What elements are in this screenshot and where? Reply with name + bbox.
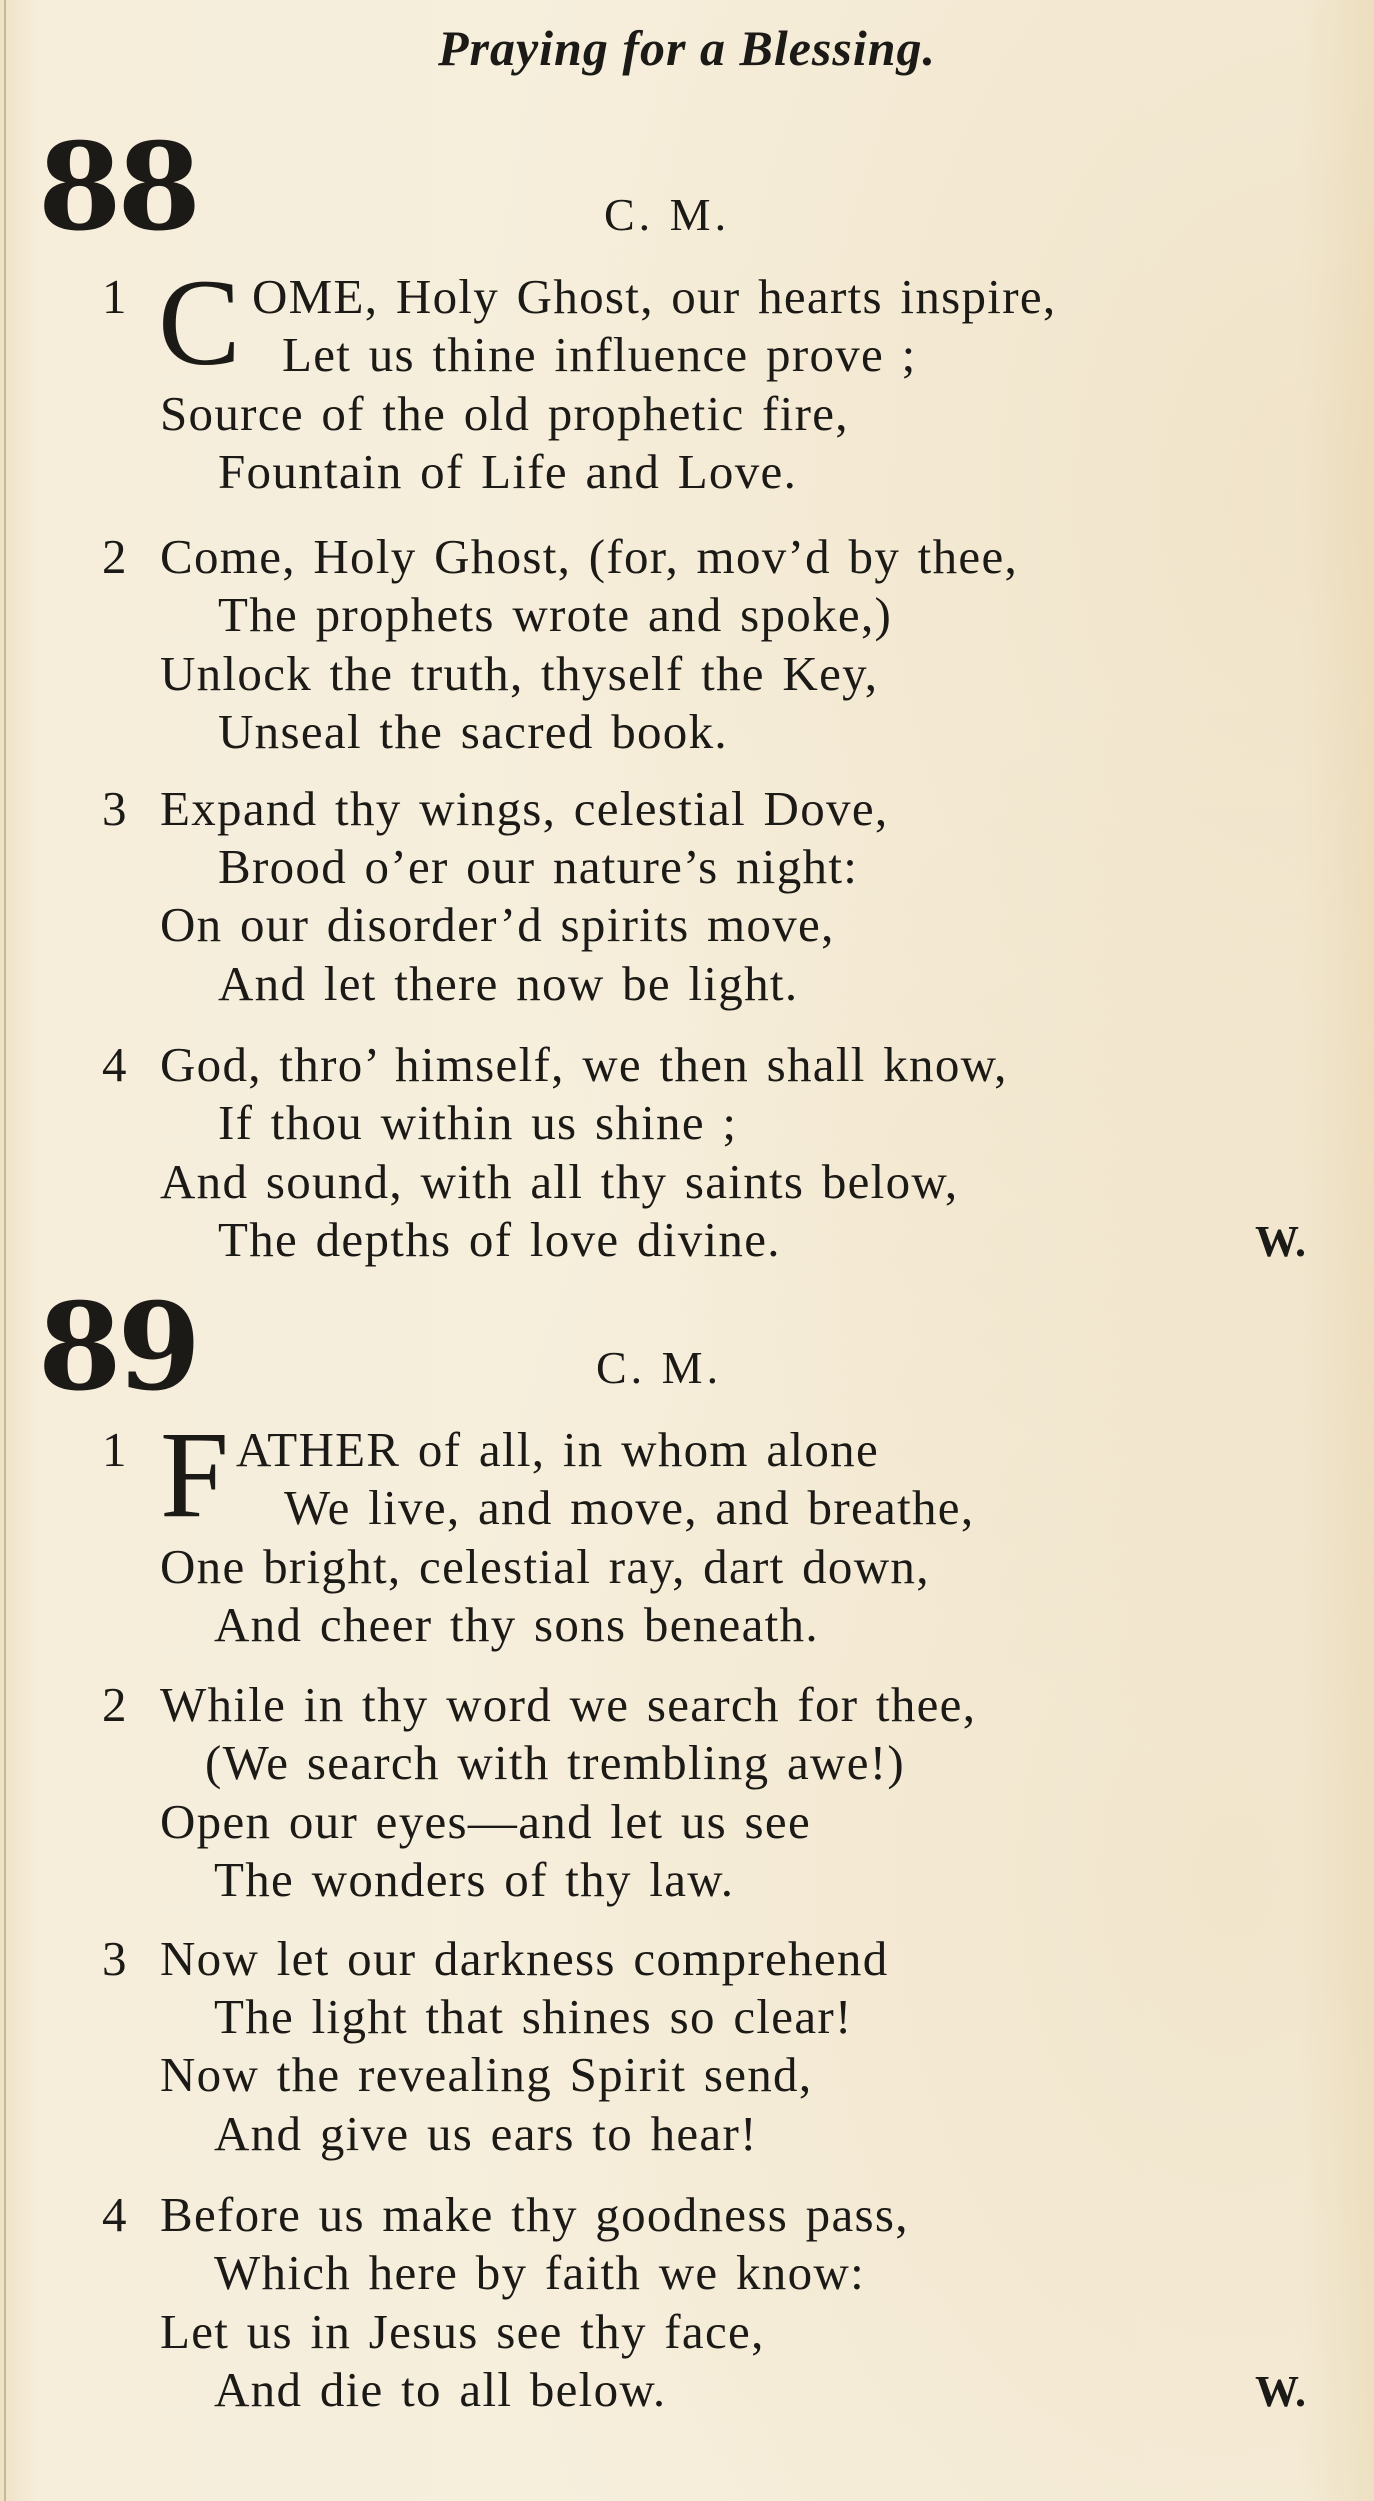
verse-number: 2 [102,529,127,584]
verse-line: God, thro’ himself, we then shall know, [160,1037,1008,1092]
verse-line: On our disorder’d spirits move, [160,897,835,952]
verse-line: Brood o’er our nature’s night: [218,839,859,894]
drop-cap: C [158,254,241,391]
verse-line: Let us in Jesus see thy face, [160,2304,765,2359]
verse-line: Now the revealing Spirit send, [160,2047,813,2102]
verse-line: Which here by faith we know: [214,2245,866,2300]
verse-line: And cheer thy sons beneath. [214,1597,819,1652]
verse-line: The wonders of thy law. [214,1852,735,1907]
verse-line: Unseal the sacred book. [218,704,728,759]
verse-line: Let us thine influence prove ; [282,327,917,382]
verse-line: And let there now be light. [218,956,799,1011]
verse-line: The depths of love divine. [218,1212,781,1267]
verse-line: (We search with trembling awe!) [205,1735,905,1790]
hymn-number: 88 [38,117,197,258]
hymn-meter: C. M. [604,189,731,240]
verse-line: And die to all below. [214,2362,667,2417]
verse-number: 1 [102,269,127,324]
verse-number: 4 [102,2187,127,2242]
verse-line: OME, Holy Ghost, our hearts inspire, [252,269,1057,324]
verse-line: Before us make thy goodness pass, [160,2187,909,2242]
verse-line: Come, Holy Ghost, (for, mov’d by thee, [160,529,1019,584]
verse-line: And give us ears to hear! [214,2106,758,2161]
verse-number: 3 [102,781,127,836]
verse-line: Fountain of Life and Love. [218,444,798,499]
verse-line: ATHER of all, in whom alone [236,1422,880,1477]
verse-line: One bright, celestial ray, dart down, [160,1539,930,1594]
running-head: Praying for a Blessing. [437,20,937,76]
verse-line: If thou within us shine ; [218,1095,738,1150]
verse-number: 3 [102,1931,127,1986]
verse-line: While in thy word we search for thee, [160,1677,977,1732]
hymn-meter: C. M. [596,1342,723,1393]
hymn-number: 89 [38,1277,197,1418]
author-initial: W. [1255,2367,1306,2416]
verse-line: The light that shines so clear! [214,1989,853,2044]
verse-line: Unlock the truth, thyself the Key, [160,646,879,701]
verse-line: Source of the old prophetic fire, [160,386,849,441]
drop-cap: F [160,1406,229,1543]
verse-number: 2 [102,1677,127,1732]
page-edge [4,0,6,2501]
verse-number: 4 [102,1037,127,1092]
verse-line: Open our eyes—and let us see [160,1794,812,1849]
author-initial: W. [1255,1217,1306,1266]
verse-line: And sound, with all thy saints below, [160,1154,959,1209]
verse-line: Now let our darkness comprehend [160,1931,889,1986]
verse-line: The prophets wrote and spoke,) [218,587,893,642]
verse-line: We live, and move, and breathe, [284,1480,975,1535]
verse-number: 1 [102,1422,127,1477]
verse-line: Expand thy wings, celestial Dove, [160,781,889,836]
